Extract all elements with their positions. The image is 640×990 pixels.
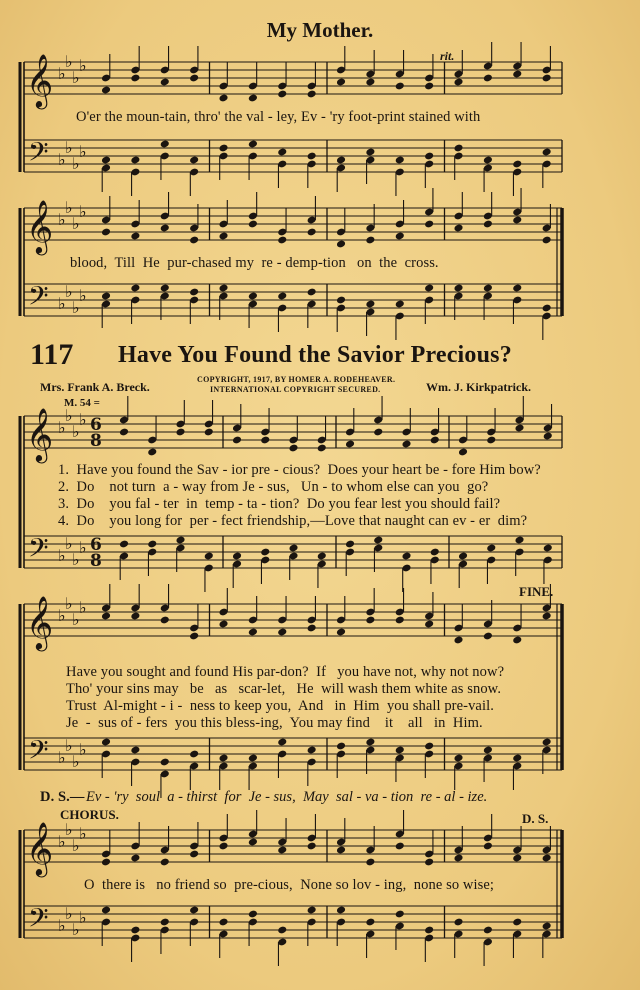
note-head — [277, 236, 287, 245]
flat-sign: ♭ — [58, 64, 66, 83]
note-head — [248, 140, 258, 149]
note-head — [453, 78, 463, 87]
note-head — [248, 220, 258, 229]
note-head — [542, 74, 552, 83]
ds-label: D. S.— — [40, 789, 85, 805]
note-head — [365, 738, 375, 747]
time-signature: 6 — [90, 535, 102, 555]
note-head — [543, 432, 553, 441]
flat-sign: ♭ — [79, 824, 87, 843]
flat-sign: ♭ — [58, 294, 66, 313]
chorus-lyric-line: O there is no friend so pre-cious, None so lov - ing, none so wise; — [84, 877, 495, 893]
note-head — [160, 616, 170, 625]
note-head — [218, 842, 228, 851]
note-head — [336, 240, 346, 249]
flat-sign: ♭ — [72, 154, 80, 173]
treble-clef: 𝄞 — [26, 53, 54, 107]
note-head — [130, 232, 140, 241]
note-head — [248, 754, 258, 763]
note-head — [512, 160, 522, 169]
note-head — [307, 624, 317, 633]
note-head — [453, 284, 463, 293]
note-head — [277, 926, 287, 935]
note-head — [160, 758, 170, 767]
note-head — [365, 858, 375, 867]
note-head — [232, 436, 242, 445]
note-head — [288, 444, 298, 453]
metronome-marking: M. 54 = — [64, 397, 100, 409]
note-head — [189, 288, 199, 297]
note-head — [189, 156, 199, 165]
flat-sign: ♭ — [79, 286, 87, 305]
flat-sign: ♭ — [58, 916, 66, 935]
note-head — [101, 228, 111, 237]
note-head — [542, 922, 552, 931]
note-head — [307, 152, 317, 161]
note-head — [189, 236, 199, 245]
flat-sign: ♭ — [72, 68, 80, 87]
note-head — [248, 838, 258, 847]
note-head — [395, 232, 405, 241]
note-head — [483, 220, 493, 229]
note-head — [307, 842, 317, 851]
note-head — [453, 918, 463, 927]
note-head — [395, 842, 405, 851]
note-head — [130, 284, 140, 293]
note-head — [218, 284, 228, 293]
note-head — [543, 544, 553, 553]
note-head — [130, 746, 140, 755]
flat-sign: ♭ — [58, 606, 66, 625]
note-head — [424, 926, 434, 935]
note-head — [512, 636, 522, 645]
note-head — [307, 906, 317, 915]
note-head — [483, 284, 493, 293]
note-head — [483, 156, 493, 165]
note-head — [424, 284, 434, 293]
note-head — [101, 738, 111, 747]
note-head — [395, 156, 405, 165]
note-head — [101, 156, 111, 165]
note-head — [175, 536, 185, 545]
verse-4-line-a: 4. Do you long for per - fect friendship,—Love that naught can ev - er dim? — [58, 513, 528, 529]
note-head — [175, 428, 185, 437]
note-head — [424, 82, 434, 91]
note-head — [424, 858, 434, 867]
note-head — [453, 854, 463, 863]
flat-sign: ♭ — [72, 920, 80, 939]
note-head — [218, 232, 228, 241]
flat-sign: ♭ — [72, 752, 80, 771]
note-head — [130, 854, 140, 863]
note-head — [336, 742, 346, 751]
note-head — [189, 632, 199, 641]
note-head — [277, 628, 287, 637]
note-head — [277, 292, 287, 301]
treble-clef: 𝄞 — [26, 595, 54, 649]
flat-sign: ♭ — [79, 598, 87, 617]
note-head — [365, 300, 375, 309]
note-head — [514, 536, 524, 545]
lyricist: Mrs. Frank A. Breck. — [40, 380, 150, 394]
flat-sign: ♭ — [72, 298, 80, 317]
note-head — [373, 536, 383, 545]
flat-sign: ♭ — [65, 138, 73, 157]
note-head — [430, 548, 440, 557]
note-head — [336, 628, 346, 637]
bass-clef: 𝄢 — [28, 902, 49, 940]
note-head — [160, 284, 170, 293]
hymn-title: Have You Found the Savior Precious? — [118, 342, 512, 368]
note-head — [307, 288, 317, 297]
note-head — [483, 74, 493, 83]
note-head — [160, 224, 170, 233]
note-head — [542, 304, 552, 313]
note-head — [189, 850, 199, 859]
fine-marking: FINE. — [519, 584, 554, 599]
note-head — [248, 628, 258, 637]
note-head — [365, 78, 375, 87]
note-head — [365, 236, 375, 245]
note-head — [277, 148, 287, 157]
treble-clef: 𝄞 — [26, 199, 54, 253]
flat-sign: ♭ — [79, 410, 87, 429]
note-head — [307, 228, 317, 237]
time-signature: 8 — [90, 431, 102, 451]
flat-sign: ♭ — [79, 740, 87, 759]
flat-sign: ♭ — [72, 550, 80, 569]
top-lyric-line-1: O'er the moun-tain, thro' the val - ley, Ev - 'ry foot-print stained with — [76, 109, 481, 125]
flat-sign: ♭ — [72, 422, 80, 441]
note-head — [514, 424, 524, 433]
note-head — [260, 548, 270, 557]
note-head — [401, 552, 411, 561]
note-head — [542, 612, 552, 621]
note-head — [130, 612, 140, 621]
rit-marking: rit. — [440, 49, 455, 63]
note-head — [430, 436, 440, 445]
bass-clef: 𝄢 — [28, 532, 49, 570]
note-head — [345, 440, 355, 449]
note-head — [277, 738, 287, 747]
treble-clef: 𝄞 — [26, 821, 54, 875]
note-head — [317, 444, 327, 453]
note-head — [365, 616, 375, 625]
bass-clef: 𝄢 — [28, 136, 49, 174]
note-head — [336, 156, 346, 165]
note-head — [317, 552, 327, 561]
note-head — [512, 854, 522, 863]
note-head — [483, 632, 493, 641]
note-head — [424, 220, 434, 229]
note-head — [345, 540, 355, 549]
note-head — [189, 750, 199, 759]
note-head — [458, 552, 468, 561]
note-head — [336, 846, 346, 855]
verse-1-line-a: 1. Have you found the Sav - ior pre - cious? Does your heart be - fore Him bow? — [58, 462, 541, 478]
note-head — [542, 236, 552, 245]
note-head — [218, 144, 228, 153]
note-head — [542, 148, 552, 157]
note-head — [277, 90, 287, 99]
verse-3-line-a: 3. Do you fal - ter in temp - ta - tion? Do you fear lest you should fail? — [58, 496, 501, 512]
note-head — [365, 918, 375, 927]
verse-2-line-b: Tho' your sins may be as scar-let, He will wash them white as snow. — [66, 681, 502, 697]
note-head — [483, 746, 493, 755]
copyright-line-2: INTERNATIONAL COPYRIGHT SECURED. — [210, 385, 381, 394]
top-lyric-line-2: blood, Till He pur-chased my re - demp-tion on the cross. — [70, 255, 439, 271]
note-head — [160, 78, 170, 87]
note-head — [147, 448, 157, 457]
flat-sign: ♭ — [79, 908, 87, 927]
ds-lyric-line: Ev - 'ry soul a - thirst for Je - sus, May sal - va - tion re - al - ize. — [86, 789, 488, 805]
note-head — [336, 906, 346, 915]
note-head — [336, 296, 346, 305]
chorus-ds-marking: D. S. — [522, 811, 549, 826]
note-head — [542, 738, 552, 747]
note-head — [218, 620, 228, 629]
note-head — [260, 436, 270, 445]
note-head — [401, 440, 411, 449]
verse-1-line-b: Have you sought and found His par-don? If you have not, why not now? — [66, 664, 505, 680]
note-head — [232, 552, 242, 561]
flat-sign: ♭ — [79, 538, 87, 557]
flat-sign: ♭ — [72, 836, 80, 855]
note-head — [101, 906, 111, 915]
note-head — [453, 636, 463, 645]
note-head — [119, 540, 129, 549]
note-head — [288, 544, 298, 553]
flat-sign: ♭ — [65, 282, 73, 301]
flat-sign: ♭ — [79, 56, 87, 75]
note-head — [512, 918, 522, 927]
note-head — [189, 906, 199, 915]
note-head — [486, 436, 496, 445]
note-head — [248, 94, 258, 103]
note-head — [101, 292, 111, 301]
flat-sign: ♭ — [65, 820, 73, 839]
note-head — [395, 300, 405, 309]
note-head — [373, 428, 383, 437]
note-head — [486, 544, 496, 553]
note-head — [424, 742, 434, 751]
note-head — [147, 540, 157, 549]
note-head — [453, 144, 463, 153]
composer: Wm. J. Kirkpatrick. — [426, 380, 531, 394]
flat-sign: ♭ — [65, 52, 73, 71]
note-head — [101, 858, 111, 867]
note-head — [453, 754, 463, 763]
note-head — [483, 842, 493, 851]
note-head — [218, 754, 228, 763]
flat-sign: ♭ — [72, 214, 80, 233]
flat-sign: ♭ — [58, 832, 66, 851]
note-head — [130, 926, 140, 935]
note-head — [424, 620, 434, 629]
flat-sign: ♭ — [58, 150, 66, 169]
note-head — [204, 552, 214, 561]
hymn-number: 117 — [30, 338, 74, 371]
flat-sign: ♭ — [79, 142, 87, 161]
flat-sign: ♭ — [65, 904, 73, 923]
flat-sign: ♭ — [65, 736, 73, 755]
verse-4-line-b: Je - sus of - fers you this bless-ing, You may find it all in Him. — [66, 715, 483, 731]
note-head — [542, 854, 552, 863]
bass-clef: 𝄢 — [28, 280, 49, 318]
note-head — [160, 858, 170, 867]
note-head — [365, 148, 375, 157]
flat-sign: ♭ — [65, 406, 73, 425]
note-head — [218, 94, 228, 103]
treble-clef: 𝄞 — [26, 407, 54, 461]
chorus-label: CHORUS. — [60, 807, 119, 822]
note-head — [458, 448, 468, 457]
flat-sign: ♭ — [65, 594, 73, 613]
note-head — [307, 90, 317, 99]
verse-2-line-a: 2. Do not turn a - way from Je - sus, Un - to whom else can you go? — [58, 479, 489, 495]
note-head — [307, 746, 317, 755]
note-head — [160, 140, 170, 149]
note-head — [101, 86, 111, 95]
note-head — [218, 918, 228, 927]
note-head — [453, 224, 463, 233]
note-head — [248, 292, 258, 301]
note-head — [248, 910, 258, 919]
note-head — [395, 746, 405, 755]
verse-3-line-b: Trust Al-might - i - ness to keep you, And in Him you shall pre-vail. — [66, 698, 494, 714]
note-head — [101, 612, 111, 621]
note-head — [160, 918, 170, 927]
note-head — [189, 74, 199, 83]
note-head — [424, 152, 434, 161]
note-head — [336, 78, 346, 87]
copyright-line-1: COPYRIGHT, 1917, BY HOMER A. RODEHEAVER. — [197, 375, 396, 384]
note-head — [277, 846, 287, 855]
bass-clef: 𝄢 — [28, 734, 49, 772]
note-head — [119, 428, 129, 437]
flat-sign: ♭ — [72, 610, 80, 629]
flat-sign: ♭ — [65, 534, 73, 553]
time-signature: 8 — [90, 551, 102, 571]
note-head — [512, 754, 522, 763]
flat-sign: ♭ — [65, 198, 73, 217]
top-hymn-title: My Mother. — [266, 18, 374, 42]
note-head — [130, 74, 140, 83]
note-head — [395, 82, 405, 91]
flat-sign: ♭ — [58, 210, 66, 229]
note-head — [204, 428, 214, 437]
note-head — [512, 70, 522, 79]
note-head — [130, 156, 140, 165]
note-head — [512, 216, 522, 225]
flat-sign: ♭ — [58, 748, 66, 767]
note-head — [395, 910, 405, 919]
note-head — [483, 926, 493, 935]
flat-sign: ♭ — [58, 418, 66, 437]
flat-sign: ♭ — [58, 546, 66, 565]
note-head — [512, 284, 522, 293]
flat-sign: ♭ — [79, 202, 87, 221]
note-head — [395, 616, 405, 625]
time-signature: 6 — [90, 415, 102, 435]
